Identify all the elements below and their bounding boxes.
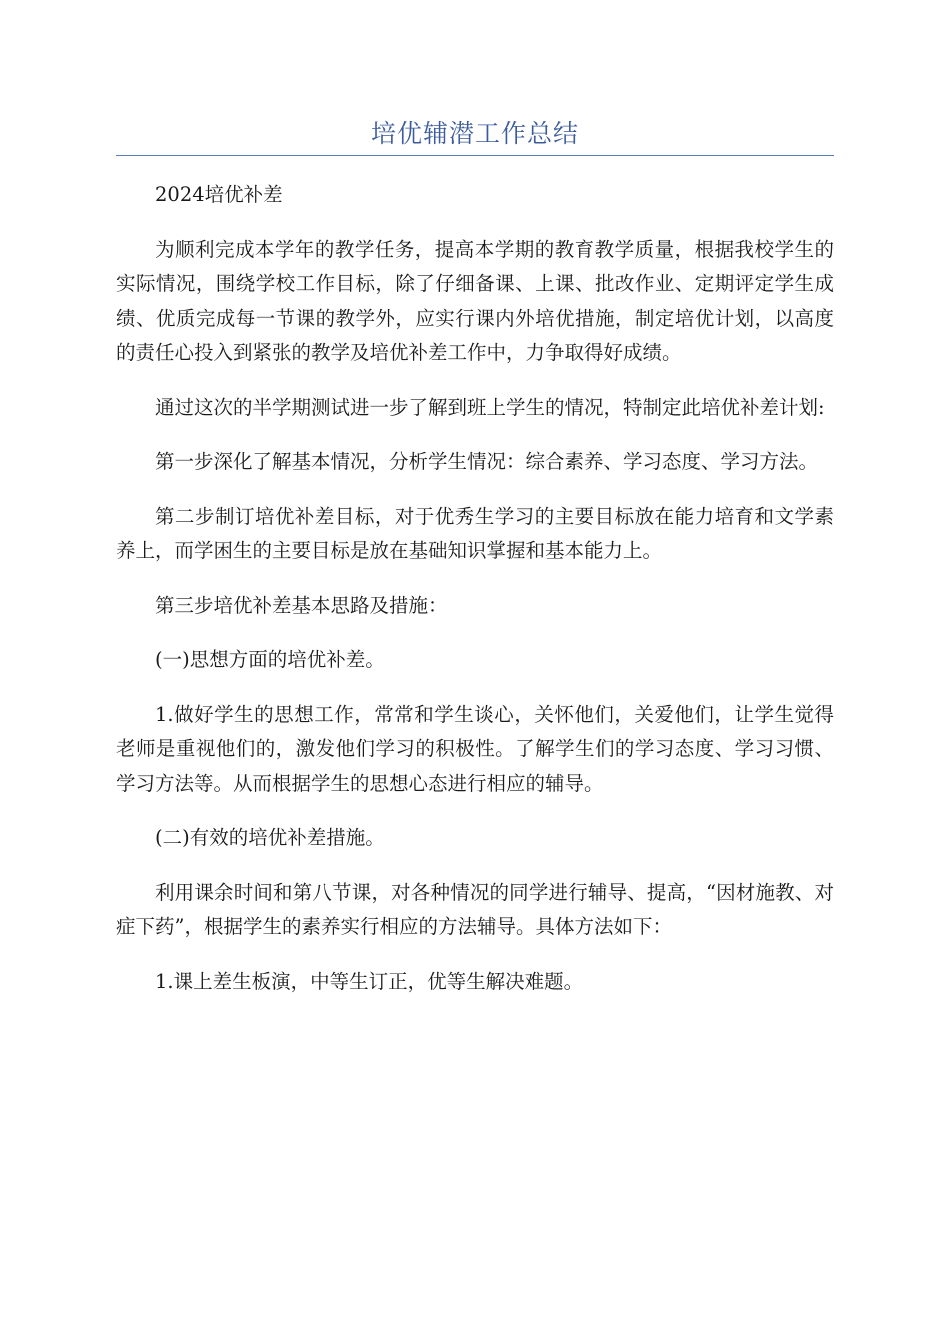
paragraph-step-three: 第三步培优补差基本思路及措施： bbox=[155, 593, 448, 617]
paragraph-intro: 为顺利完成本学年的教学任务，提高本学期的教育教学质量，根据我校学生的实际情况，围绕学校工作目标，除了仔细备课、上课、批改作业、定期评定学生成绩、优质完成每一节课的教学外，应实行课内外培优措施，制定培优计划，以高度的责任心投入到紧张的教学及培优补差工作中，力争取得好成绩。 bbox=[116, 237, 834, 364]
paragraph-step-one: 第一步深化了解基本情况，分析学生情况：综合素养、学习态度、学习方法。 bbox=[155, 450, 819, 473]
paragraph-item-thought-work: 1.做好学生的思想工作，常常和学生谈心，关怀他们，关爱他们，让学生觉得老师是重视他们的，激发他们学习的积极性。了解学生们的学习态度、学习习惯、学习方法等。从而根据学生的思想心态进行相应的辅导。 bbox=[116, 702, 834, 795]
document-title: 培优辅潜工作总结 bbox=[370, 119, 579, 148]
document-page bbox=[116, 112, 834, 999]
paragraph-item-classroom: 1.课上差生板演，中等生订正，优等生解决难题。 bbox=[155, 969, 584, 993]
paragraph-plan: 通过这次的半学期测试进一步了解到班上学生的情况，特制定此培优补差计划: bbox=[155, 395, 825, 419]
paragraph-step-two: 第二步制订培优补差目标，对于优秀生学习的主要目标放在能力培育和文学素养上，而学困生的主要目标是放在基础知识掌握和基本能力上。 bbox=[116, 504, 834, 562]
paragraph-heading-year: 2024培优补差 bbox=[155, 183, 283, 206]
paragraph-section-two: (二)有效的培优补差措施。 bbox=[155, 826, 385, 849]
paragraph-methods: 利用课余时间和第八节课，对各种情况的同学进行辅导、提高，“因材施教、对症下药”，根据学生的素养实行相应的方法辅导。具体方法如下： bbox=[116, 880, 834, 938]
paragraph-section-one: (一)思想方面的培优补差。 bbox=[155, 648, 385, 671]
